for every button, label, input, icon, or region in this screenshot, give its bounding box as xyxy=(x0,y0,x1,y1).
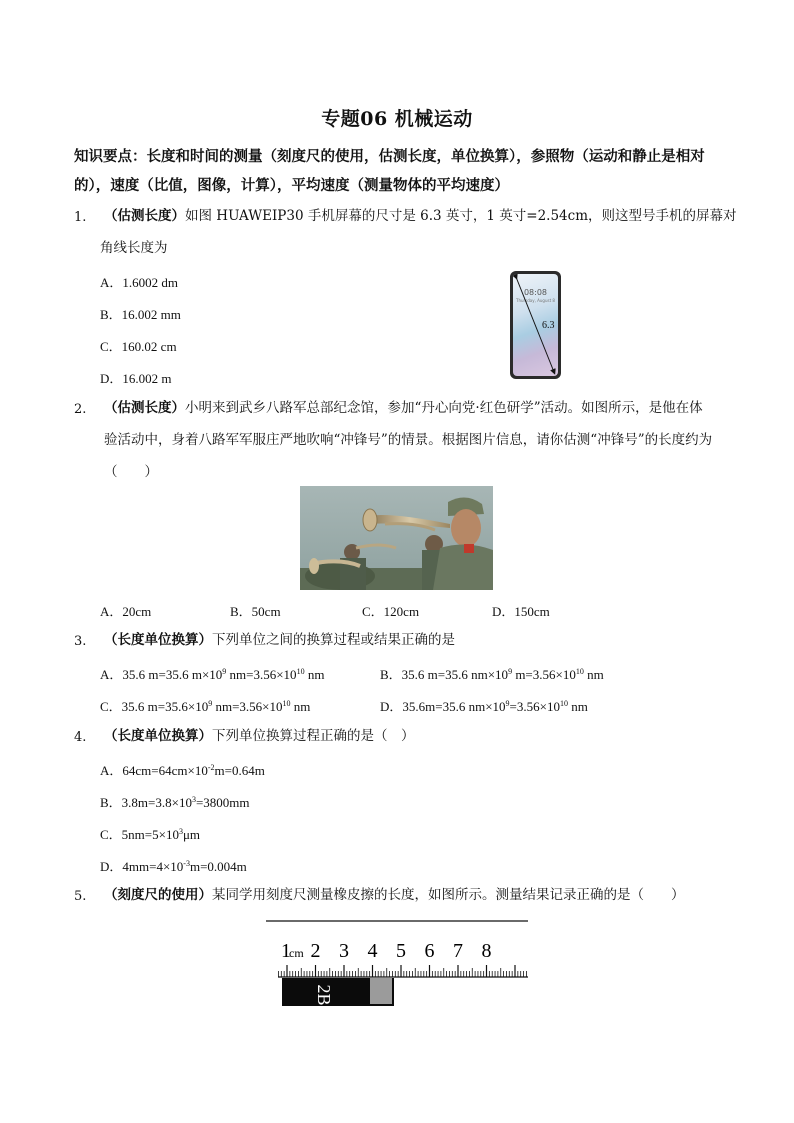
q4-option-a[interactable]: A．$64cm=64cm\times 10^{-2}m=0.64m$ xyxy=(100,763,265,778)
ruler-label: 2 xyxy=(310,940,321,962)
phone-date: Thursday, August 8 xyxy=(516,298,555,303)
q3-number: 3. xyxy=(74,634,87,649)
q2-text: 小明来到武乡八路军总部纪念馆，参加“丹心向党·红色研学”活动。如图所示，是他在体 xyxy=(185,400,703,416)
q3-option-c[interactable]: C．35.6 $m=35.6\times 10^9$ $nm=3.56\times 10^{10}$ nm xyxy=(100,699,311,714)
ruler-unit-label: cm xyxy=(289,946,304,960)
q4-tag: （长度单位换算） xyxy=(104,728,212,744)
q4-number: 4. xyxy=(74,730,87,745)
q3-tag: （长度单位换算） xyxy=(104,632,212,648)
q2-number: 2. xyxy=(74,402,87,417)
ruler-figure xyxy=(260,915,540,1015)
q4-option-b[interactable]: B．$3.8m=3.8\times 10^3=3800mm$ xyxy=(100,795,250,810)
q1-option-b[interactable]: B．16.002 mm xyxy=(100,307,181,322)
q1-stem-line1 xyxy=(104,201,737,232)
ruler-label: 5 xyxy=(396,940,406,962)
knowledge-summary: 知识要点：长度和时间的测量（刻度尺的使用，估测长度，单位换算），参照物（运动和静止是相对的），速度（比值，图像，计算），平均速度（测量物体的平均速度） xyxy=(74,148,705,194)
q1-text: 如图 HUAWEIP30 手机屏幕的尺寸是 6.3 英寸，1 英寸=2.54cm，则这型号手机的屏幕对 xyxy=(185,208,737,224)
q5-stem xyxy=(104,880,685,911)
ruler-label-1: 1 xyxy=(281,940,291,962)
q1-stem-line2: 角线长度为 xyxy=(100,240,168,256)
q3-stem xyxy=(104,625,455,656)
q3-text: 下列单位之间的换算过程或结果正确的是 xyxy=(212,632,455,648)
q5-text: 某同学用刻度尺测量橡皮擦的长度，如图所示。测量结果记录正确的是（ ） xyxy=(212,887,685,903)
ruler-label: 8 xyxy=(481,940,492,962)
q1-option-d[interactable]: D．16.002 m xyxy=(100,371,172,386)
ruler-labels xyxy=(281,940,492,962)
q1-tag: （估测长度） xyxy=(104,208,185,224)
q2-option-b[interactable]: B．50cm xyxy=(230,604,281,619)
page-title: 专题06 机械运动 xyxy=(321,108,473,130)
ruler-ticks xyxy=(278,965,526,977)
q1-number: 1. xyxy=(74,210,87,225)
phone-image xyxy=(510,271,561,379)
q1-option-c[interactable]: C．160.02 cm xyxy=(100,339,177,354)
q5-tag: （刻度尺的使用） xyxy=(104,887,212,903)
q2-answer-bracket: （ ） xyxy=(104,464,158,480)
q4-stem xyxy=(104,721,415,752)
phone-size-label: 6.3 xyxy=(542,320,555,331)
ruler-label: 6 xyxy=(424,940,435,962)
q2-tag: （估测长度） xyxy=(104,400,185,416)
ruler-label: 4 xyxy=(367,940,378,962)
q3-option-a[interactable]: A．35.6 m=35.6 $m\times 10^9$ $nm=3.56\times 10^{10}$ nm xyxy=(100,667,325,682)
q4-text: 下列单位换算过程正确的是（ ） xyxy=(212,728,415,744)
q3-option-b[interactable]: B．35.6 m=35.6 $nm\times 10^9$ $m=3.56\times 10^{10}$ nm xyxy=(380,667,604,682)
phone-screen xyxy=(513,274,558,376)
q2-stem-line2: 验活动中，身着八路军军服庄严地吹响“冲锋号”的情景。根据图片信息，请你估测“冲锋号”的长度约为 xyxy=(104,432,713,448)
ruler-label: 3 xyxy=(339,940,349,962)
eraser-gray-end xyxy=(370,978,392,1004)
bugle-photo xyxy=(300,486,493,590)
q2-option-d[interactable]: D．150cm xyxy=(492,604,550,619)
q2-option-a[interactable]: A．20cm xyxy=(100,604,152,619)
q2-option-c[interactable]: C．120cm xyxy=(362,604,420,619)
q4-option-d[interactable]: D．$4mm=4\times 10^{-3}m=0.004m$ xyxy=(100,859,247,874)
ruler-label: 7 xyxy=(453,940,463,962)
eraser-label: 2B xyxy=(313,984,334,1006)
q2-stem-line1 xyxy=(104,393,703,424)
q4-option-c[interactable]: C．$5nm=5\times 10^3\mu m$ xyxy=(100,827,201,842)
q1-option-a[interactable]: A．1.6002 dm xyxy=(100,275,179,290)
phone-clock: 08:08 xyxy=(523,288,548,297)
q5-number: 5. xyxy=(74,889,87,904)
q3-option-d[interactable]: D．35.6m=35.6 $nm\times 10^9=3.56\times 10^{10}$ nm xyxy=(380,699,588,714)
